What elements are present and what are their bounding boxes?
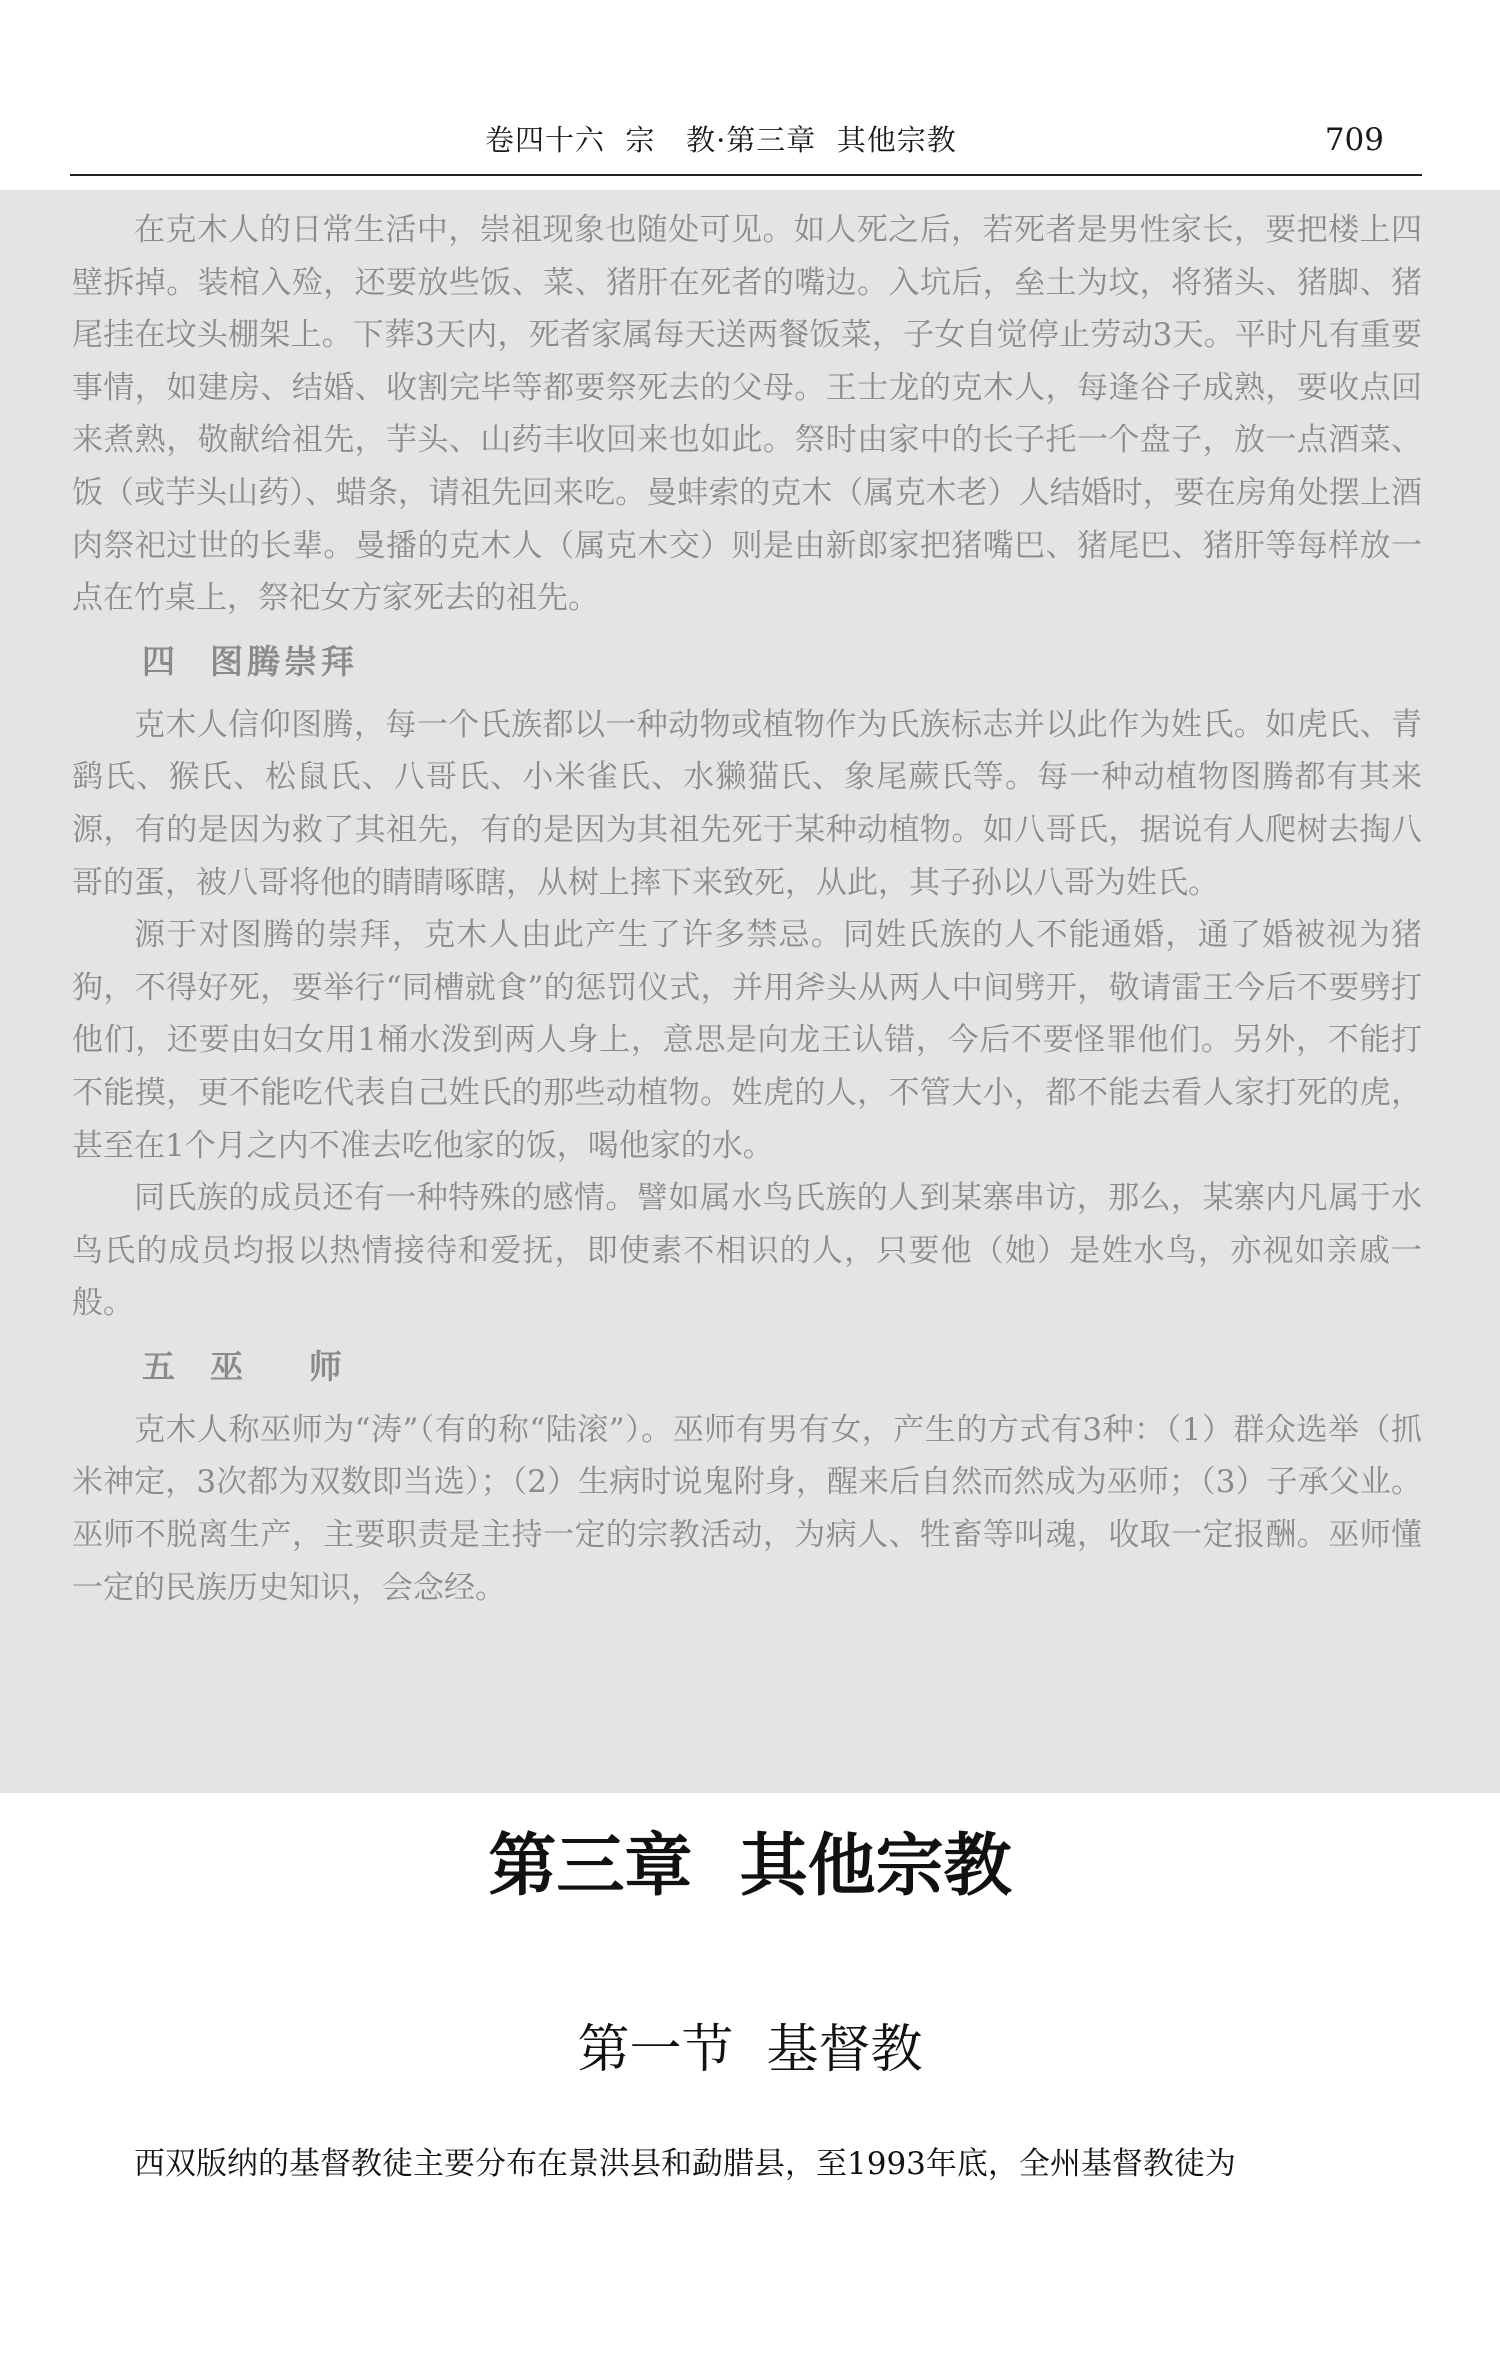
highlighted-text-block [0,190,1500,1793]
heading-totem-worship: 四 图腾崇拜 [142,641,358,681]
section-title: 第一节 基督教 [577,2020,923,2080]
body-text [72,2138,1422,2190]
paragraph-totem-1: 克木人信仰图腾，每一个氏族都以一种动物或植物作为氏族标志并以此作为姓氏。如虎氏、青鹞氏、猴氏、松鼠氏、八哥氏、小米雀氏、水獭猫氏、象尾蕨氏等。每一种动植物图腾都有其来源，有的是因为救了其祖先，有的是因为其祖先死于某种动植物。如八哥氏，据说有人爬树去掏八哥的蛋，被八哥将他的睛睛啄瞎，从树上摔下来致死，从此，其子孙以八哥为姓氏。 [72,706,1422,901]
paragraph-christianity: 西双版纳的基督教徒主要分布在景洪县和勐腊县，至1993年底，全州基督教徒为 [134,2146,1236,2182]
paragraph-totem-3: 同氏族的成员还有一种特殊的感情。譬如属水鸟氏族的人到某寨串访，那么，某寨内凡属于水鸟氏的成员均报以热情接待和爱抚，即使素不相识的人，只要他（她）是姓水鸟，亦视如亲戚一般。 [72,1180,1422,1322]
running-header [70,118,1422,176]
chapter-title: 第三章 其他宗教 [488,1827,1012,1906]
paragraph-totem-2: 源于对图腾的崇拜，克木人由此产生了许多禁忌。同姓氏族的人不能通婚，通了婚被视为猪狗，不得好死，要举行“同槽就食”的惩罚仪式，并用斧头从两人中间劈开，敬请雷王今后不要劈打他们，还要由妇女用1桶水泼到两人身上，意思是向龙王认错，今后不要怪罪他们。另外，不能打不能摸，更不能吃代表自己姓氏的那些动植物。姓虎的人，不管大小，都不能去看人家打死的虎，甚至在1个月之内不准去吃他家的饭，喝他家的水。 [72,917,1422,1164]
paragraph-ancestor-worship: 在克木人的日常生活中，崇祖现象也随处可见。如人死之后，若死者是男性家长，要把楼上四壁拆掉。装棺入殓，还要放些饭、菜、猪肝在死者的嘴边。入坑后，垒土为坟，将猪头、猪脚、猪尾挂在坟头棚架上。下葬3天内，死者家属每天送两餐饭菜，子女自觉停止劳动3天。平时凡有重要事情，如建房、结婚、收割完毕等都要祭死去的父母。王士龙的克木人，每逢谷子成熟，要收点回来煮熟，敬献给祖先，芋头、山药丰收回来也如此。祭时由家中的长子托一个盘子，放一点酒菜、饭（或芋头山药）、蜡条，请祖先回来吃。曼蚌索的克木（属克木老）人结婚时，要在房角处摆上酒肉祭祀过世的长辈。曼播的克木人（属克木交）则是由新郎家把猪嘴巴、猪尾巴、猪肝等每样放一点在竹桌上，祭祀女方家死去的祖先。 [72,212,1422,617]
page-number: 709 [1324,122,1384,158]
running-title: 卷四十六 宗 教·第三章 其他宗教 [485,123,957,157]
heading-shaman: 五 巫 师 [142,1346,346,1386]
paragraph-shaman: 克木人称巫师为“涛”（有的称“陆滚”）。巫师有男有女，产生的方式有3种：（1）群众选举（抓米神定，3次都为双数即当选）；（2）生病时说鬼附身，醒来后自然而然成为巫师；（3）子承父业。巫师不脱离生产，主要职责是主持一定的宗教活动，为病人、牲畜等叫魂，收取一定报酬。巫师懂一定的民族历史知识，会念经。 [72,1411,1422,1606]
highlighted-text-content [72,204,1422,1614]
